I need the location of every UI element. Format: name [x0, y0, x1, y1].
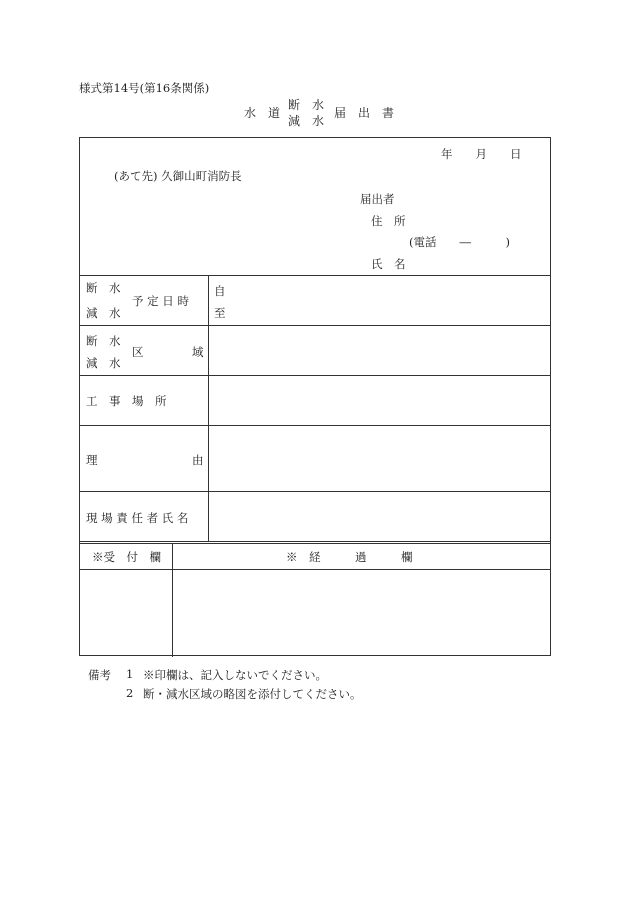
reception-cell	[82, 572, 170, 654]
divider	[80, 543, 550, 544]
area-lower: 減 水	[86, 356, 121, 370]
note-number-2: 2	[126, 686, 134, 700]
divider	[80, 275, 550, 276]
reason-label-b: 由	[192, 453, 204, 467]
date-field[interactable]: 年 月 日	[441, 147, 522, 161]
schedule-input[interactable]	[230, 278, 540, 322]
name-field[interactable]: 氏 名	[371, 257, 406, 271]
divider	[80, 491, 550, 492]
note-label: 備考	[88, 668, 111, 682]
site-label: 工 事 場 所	[86, 394, 167, 408]
title-upper: 断 水	[288, 98, 325, 112]
divider	[172, 543, 173, 657]
title-lower: 減 水	[288, 114, 325, 128]
reason-input[interactable]	[212, 428, 548, 488]
progress-cell	[176, 572, 548, 654]
divider	[80, 325, 550, 326]
divider	[208, 275, 209, 541]
form-number: 様式第14号(第16条関係)	[79, 81, 210, 95]
addressee: (あて先) 久御山町消防長	[114, 169, 242, 183]
notifier-label: 届出者	[360, 192, 395, 206]
note-text-2: 断・減水区域の略図を添付してください。	[143, 687, 362, 701]
form-table	[79, 137, 551, 656]
address-field[interactable]: 住 所	[371, 214, 406, 228]
area-label-b: 域	[192, 345, 204, 359]
schedule-from: 自	[214, 284, 226, 298]
progress-header: ※ 経 過 欄	[286, 550, 413, 564]
document-title	[244, 95, 414, 129]
divider	[80, 541, 550, 542]
area-input[interactable]	[212, 328, 548, 372]
reception-header: ※受 付 欄	[92, 550, 161, 564]
site-input[interactable]	[212, 378, 548, 422]
schedule-to: 至	[214, 306, 226, 320]
reason-label-a: 理	[86, 453, 98, 467]
note-number-1: 1	[126, 667, 134, 681]
divider	[80, 375, 550, 376]
note-text-1: ※印欄は、記入しないでください。	[143, 668, 327, 682]
divider	[80, 569, 550, 570]
area-label-a: 区	[132, 345, 144, 359]
schedule-lower: 減 水	[86, 306, 121, 320]
divider	[80, 425, 550, 426]
area-upper: 断 水	[86, 334, 121, 348]
title-part2: 届 出 書	[334, 106, 395, 120]
phone-field[interactable]: (電話 ― )	[409, 235, 510, 249]
manager-label: 現 場 責 任 者 氏 名	[86, 511, 189, 525]
title-part1: 水 道	[244, 106, 281, 120]
schedule-label: 予 定 日 時	[132, 294, 189, 308]
schedule-upper: 断 水	[86, 281, 121, 295]
manager-input[interactable]	[212, 494, 548, 538]
